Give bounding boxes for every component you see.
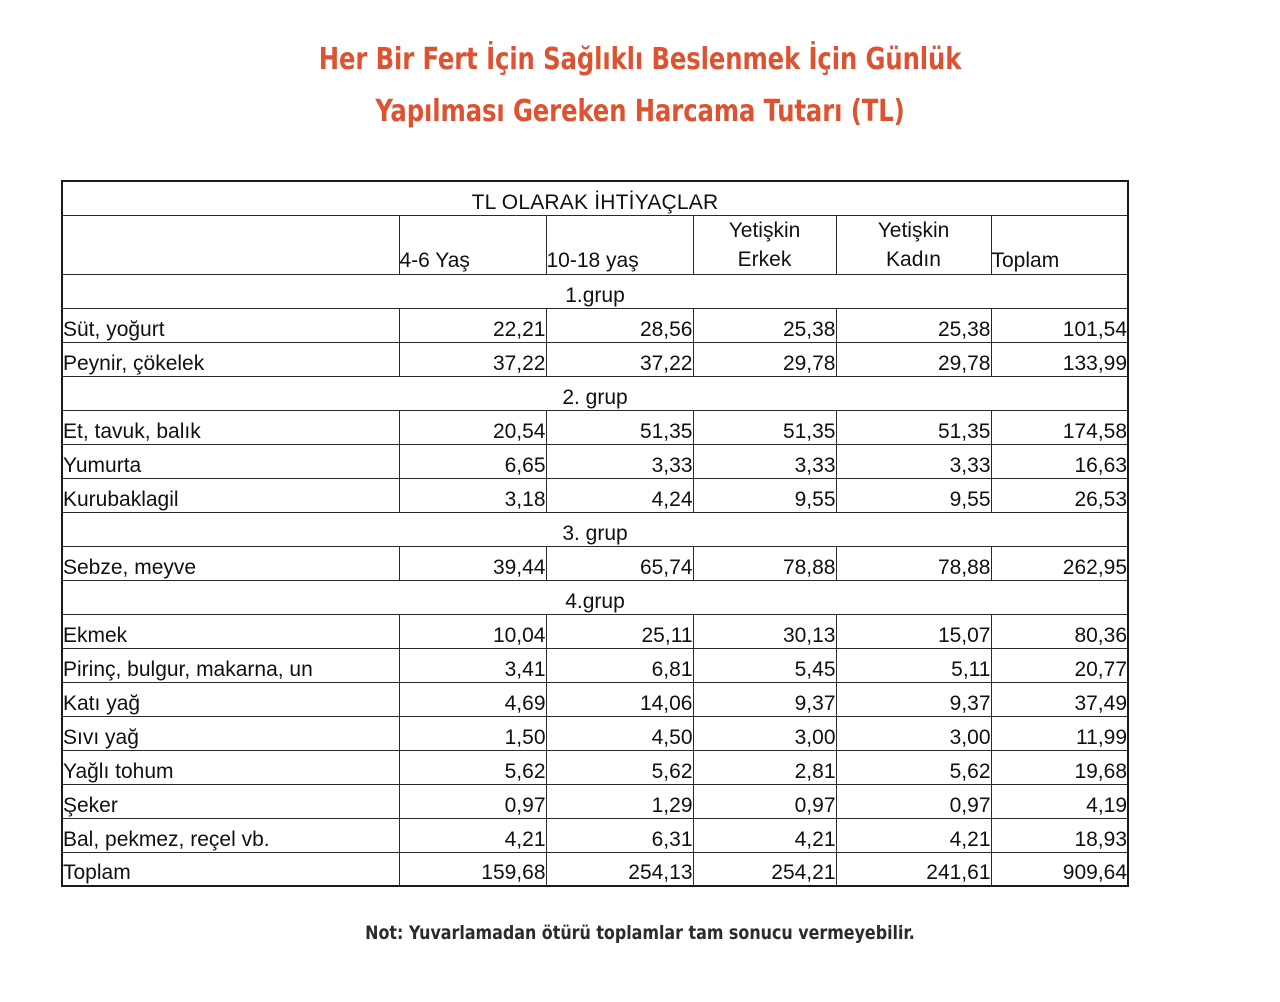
row-label: Sıvı yağ: [62, 716, 399, 750]
needs-table-body: [62, 181, 1128, 886]
table-row: [62, 410, 1128, 444]
row-label: Süt, yoğurt: [62, 308, 399, 342]
row-value: 5,11: [836, 648, 991, 682]
row-label: Kurubaklagil: [62, 478, 399, 512]
row-value: 3,00: [693, 716, 836, 750]
column-header-adult-female-line1: Yetişkin: [877, 218, 950, 242]
row-label: Katı yağ: [62, 682, 399, 716]
page-title: [0, 34, 1280, 138]
column-header-adult-female-line2: Kadın: [886, 247, 941, 271]
row-value: 18,93: [991, 818, 1128, 852]
row-value: 0,97: [693, 784, 836, 818]
row-value: 1,50: [399, 716, 546, 750]
row-value: 39,44: [399, 546, 546, 580]
group-header-label: 1.grup: [62, 274, 1128, 308]
row-value: 4,50: [546, 716, 693, 750]
row-value: 4,69: [399, 682, 546, 716]
row-value: 6,81: [546, 648, 693, 682]
table-row: [62, 342, 1128, 376]
column-header-adult-male-line2: Erkek: [737, 247, 792, 271]
group-header-label: 2. grup: [62, 376, 1128, 410]
table-row: [62, 852, 1128, 886]
row-label: Toplam: [62, 852, 399, 886]
table-row: [62, 444, 1128, 478]
row-value: 3,33: [693, 444, 836, 478]
row-value: 51,35: [836, 410, 991, 444]
row-value: 241,61: [836, 852, 991, 886]
row-value: 65,74: [546, 546, 693, 580]
row-value: 262,95: [991, 546, 1128, 580]
row-value: 78,88: [836, 546, 991, 580]
table-row: [62, 546, 1128, 580]
table-row: [62, 716, 1128, 750]
row-value: 254,21: [693, 852, 836, 886]
column-header-adult-female: [836, 215, 991, 274]
row-value: 14,06: [546, 682, 693, 716]
row-label: Ekmek: [62, 614, 399, 648]
row-value: 51,35: [546, 410, 693, 444]
table-row: [62, 614, 1128, 648]
group-header-label: 3. grup: [62, 512, 1128, 546]
row-label: Et, tavuk, balık: [62, 410, 399, 444]
row-value: 9,37: [693, 682, 836, 716]
row-value: 15,07: [836, 614, 991, 648]
row-value: 51,35: [693, 410, 836, 444]
row-value: 20,54: [399, 410, 546, 444]
row-value: 19,68: [991, 750, 1128, 784]
row-value: 9,55: [836, 478, 991, 512]
table-row: [62, 648, 1128, 682]
row-value: 37,49: [991, 682, 1128, 716]
row-value: 6,65: [399, 444, 546, 478]
row-value: 25,11: [546, 614, 693, 648]
row-label: Şeker: [62, 784, 399, 818]
row-value: 0,97: [836, 784, 991, 818]
row-value: 37,22: [546, 342, 693, 376]
page-title-line-2: Yapılması Gereken Harcama Tutarı (TL): [375, 94, 905, 129]
row-value: 29,78: [836, 342, 991, 376]
column-header-total: Toplam: [991, 215, 1128, 274]
table-row: [62, 478, 1128, 512]
row-value: 78,88: [693, 546, 836, 580]
row-value: 11,99: [991, 716, 1128, 750]
column-header-label: [62, 215, 399, 274]
row-value: 5,62: [546, 750, 693, 784]
row-value: 4,21: [693, 818, 836, 852]
table-banner-title: TL OLARAK İHTİYAÇLAR: [62, 181, 1128, 215]
row-value: 5,62: [399, 750, 546, 784]
group-header-row: [62, 512, 1128, 546]
row-value: 30,13: [693, 614, 836, 648]
table-banner-row: [62, 181, 1128, 215]
table-header-row: [62, 215, 1128, 274]
row-value: 26,53: [991, 478, 1128, 512]
row-value: 3,18: [399, 478, 546, 512]
needs-table-container: [61, 180, 1127, 887]
table-row: [62, 818, 1128, 852]
column-header-age-4-6: 4-6 Yaş: [399, 215, 546, 274]
column-header-adult-male: [693, 215, 836, 274]
row-label: Yağlı tohum: [62, 750, 399, 784]
table-row: [62, 750, 1128, 784]
row-value: 3,00: [836, 716, 991, 750]
row-value: 101,54: [991, 308, 1128, 342]
row-value: 4,24: [546, 478, 693, 512]
row-value: 28,56: [546, 308, 693, 342]
column-header-adult-male-line1: Yetişkin: [728, 218, 801, 242]
row-label: Bal, pekmez, reçel vb.: [62, 818, 399, 852]
row-value: 25,38: [693, 308, 836, 342]
row-value: 4,21: [836, 818, 991, 852]
row-value: 3,41: [399, 648, 546, 682]
group-header-row: [62, 376, 1128, 410]
row-value: 80,36: [991, 614, 1128, 648]
row-label: Pirinç, bulgur, makarna, un: [62, 648, 399, 682]
row-value: 20,77: [991, 648, 1128, 682]
group-header-label: 4.grup: [62, 580, 1128, 614]
row-value: 9,55: [693, 478, 836, 512]
row-value: 22,21: [399, 308, 546, 342]
needs-table: [61, 180, 1129, 887]
row-value: 909,64: [991, 852, 1128, 886]
row-value: 133,99: [991, 342, 1128, 376]
group-header-row: [62, 274, 1128, 308]
row-label: Peynir, çökelek: [62, 342, 399, 376]
row-value: 29,78: [693, 342, 836, 376]
row-value: 4,19: [991, 784, 1128, 818]
table-row: [62, 784, 1128, 818]
row-label: Sebze, meyve: [62, 546, 399, 580]
row-value: 2,81: [693, 750, 836, 784]
row-value: 4,21: [399, 818, 546, 852]
row-value: 1,29: [546, 784, 693, 818]
row-value: 25,38: [836, 308, 991, 342]
table-row: [62, 682, 1128, 716]
row-value: 5,62: [836, 750, 991, 784]
row-label: Yumurta: [62, 444, 399, 478]
row-value: 0,97: [399, 784, 546, 818]
row-value: 174,58: [991, 410, 1128, 444]
column-header-age-10-18: 10-18 yaş: [546, 215, 693, 274]
table-row: [62, 308, 1128, 342]
row-value: 16,63: [991, 444, 1128, 478]
row-value: 3,33: [836, 444, 991, 478]
row-value: 37,22: [399, 342, 546, 376]
row-value: 3,33: [546, 444, 693, 478]
row-value: 6,31: [546, 818, 693, 852]
table-footnote: Not: Yuvarlamadan ötürü toplamlar tam sonucu vermeyebilir.: [365, 922, 915, 944]
group-header-row: [62, 580, 1128, 614]
row-value: 5,45: [693, 648, 836, 682]
page-title-line-1: Her Bir Fert İçin Sağlıklı Beslenmek İçin Günlük: [318, 42, 962, 77]
row-value: 9,37: [836, 682, 991, 716]
row-value: 10,04: [399, 614, 546, 648]
row-value: 159,68: [399, 852, 546, 886]
row-value: 254,13: [546, 852, 693, 886]
